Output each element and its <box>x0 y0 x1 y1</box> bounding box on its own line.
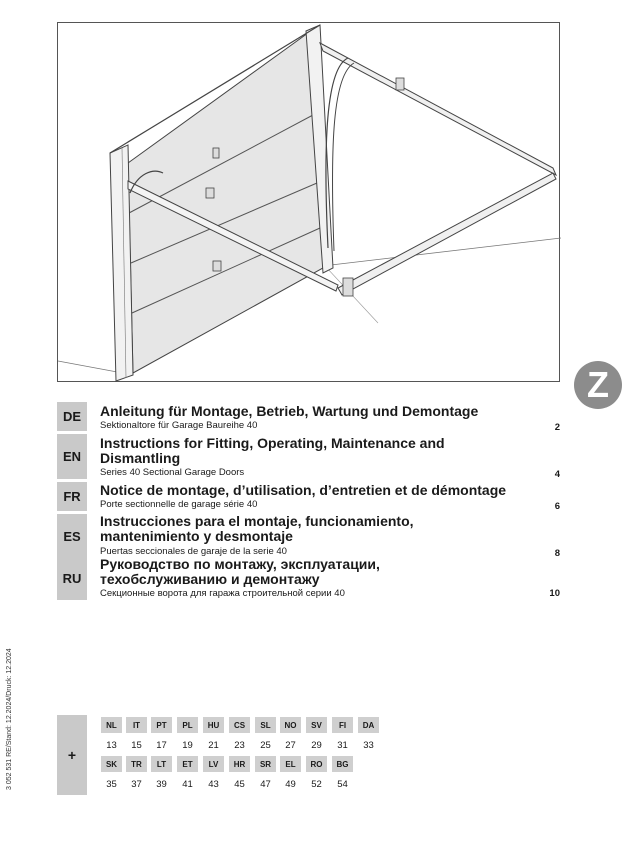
lang-page: 54 <box>337 778 348 790</box>
lang-code-et[interactable]: ET <box>177 756 198 772</box>
garage-door-drawing <box>58 23 561 383</box>
plus-icon: + <box>57 715 87 795</box>
manual-subtitle: Puertas seccionales de garaje de la serie 40 <box>100 546 287 557</box>
lang-page: 25 <box>260 739 271 751</box>
manual-subtitle: Series 40 Sectional Garage Doors <box>100 467 245 478</box>
manual-title: Anleitung für Montage, Betrieb, Wartung und Demontage <box>100 403 479 419</box>
lang-code-sv[interactable]: SV <box>306 717 327 733</box>
lang-code-fi[interactable]: FI <box>332 717 353 733</box>
series-z-badge: Z <box>574 361 622 409</box>
toc-row-fr[interactable] <box>57 482 560 511</box>
language-code: EN <box>57 434 87 479</box>
lang-page: 33 <box>363 739 374 751</box>
lang-page: 23 <box>234 739 245 751</box>
lang-code-lv[interactable]: LV <box>203 756 224 772</box>
lang-page: 37 <box>131 778 142 790</box>
lang-page: 47 <box>260 778 271 790</box>
garage-door-illustration <box>57 22 609 405</box>
lang-page: 45 <box>234 778 245 790</box>
lang-page: 52 <box>311 778 322 790</box>
page-number: 10 <box>549 588 560 599</box>
language-code: ES <box>57 514 87 558</box>
lang-page: 15 <box>131 739 142 751</box>
lang-page: 27 <box>285 739 296 751</box>
lang-code-sl[interactable]: SL <box>255 717 276 733</box>
lang-page: 17 <box>156 739 167 751</box>
lang-code-lt[interactable]: LT <box>151 756 172 772</box>
language-code: DE <box>57 402 87 431</box>
document-reference-text: 3 052 531 RE/Stand: 12.2024/Druck: 12.2024 <box>6 648 13 790</box>
lang-page: 19 <box>182 739 193 751</box>
language-code: FR <box>57 482 87 511</box>
manual-title: Руководство по монтажу, эксплуатации, техобслуживанию и демонтажу <box>100 556 380 587</box>
manual-title: Instructions for Fitting, Operating, Maintenance and Dismantling <box>100 435 445 466</box>
lang-code-hu[interactable]: HU <box>203 717 224 733</box>
lang-code-el[interactable]: EL <box>280 756 301 772</box>
lang-code-pl[interactable]: PL <box>177 717 198 733</box>
lang-code-sr[interactable]: SR <box>255 756 276 772</box>
lang-code-hr[interactable]: HR <box>229 756 250 772</box>
lang-page: 35 <box>106 778 117 790</box>
page-number: 2 <box>554 422 560 433</box>
page-number: 8 <box>554 548 560 559</box>
lang-code-pt[interactable]: PT <box>151 717 172 733</box>
lang-code-nl[interactable]: NL <box>101 717 122 733</box>
toc-row-ru[interactable] <box>57 556 560 600</box>
lang-page: 21 <box>208 739 219 751</box>
lang-page: 29 <box>311 739 322 751</box>
document-reference <box>6 640 16 800</box>
lang-code-ro[interactable]: RO <box>306 756 327 772</box>
page-number: 6 <box>554 501 560 512</box>
lang-code-bg[interactable]: BG <box>332 756 353 772</box>
manual-subtitle: Секционные ворота для гаража строительной серии 40 <box>100 588 345 599</box>
lang-page: 41 <box>182 778 193 790</box>
toc-row-en[interactable] <box>57 434 560 479</box>
manual-title: Instrucciones para el montaje, funcionamiento, mantenimiento y desmontaje <box>100 513 414 544</box>
language-code: RU <box>57 556 87 600</box>
manual-subtitle: Porte sectionnelle de garage série 40 <box>100 499 258 510</box>
lang-code-it[interactable]: IT <box>126 717 147 733</box>
manual-subtitle: Sektionaltore für Garage Baureihe 40 <box>100 420 258 431</box>
lang-code-da[interactable]: DA <box>358 717 379 733</box>
lang-page: 43 <box>208 778 219 790</box>
lang-page: 49 <box>285 778 296 790</box>
toc-row-de[interactable] <box>57 402 560 431</box>
more-languages <box>57 715 560 795</box>
lang-page: 31 <box>337 739 348 751</box>
lang-code-tr[interactable]: TR <box>126 756 147 772</box>
lang-code-sk[interactable]: SK <box>101 756 122 772</box>
toc-row-es[interactable] <box>57 514 560 558</box>
lang-page: 13 <box>106 739 117 751</box>
manual-title: Notice de montage, d’utilisation, d’entretien et de démontage <box>100 482 507 498</box>
page-number: 4 <box>554 469 560 480</box>
lang-code-no[interactable]: NO <box>280 717 301 733</box>
lang-page: 39 <box>156 778 167 790</box>
lang-code-cs[interactable]: CS <box>229 717 250 733</box>
